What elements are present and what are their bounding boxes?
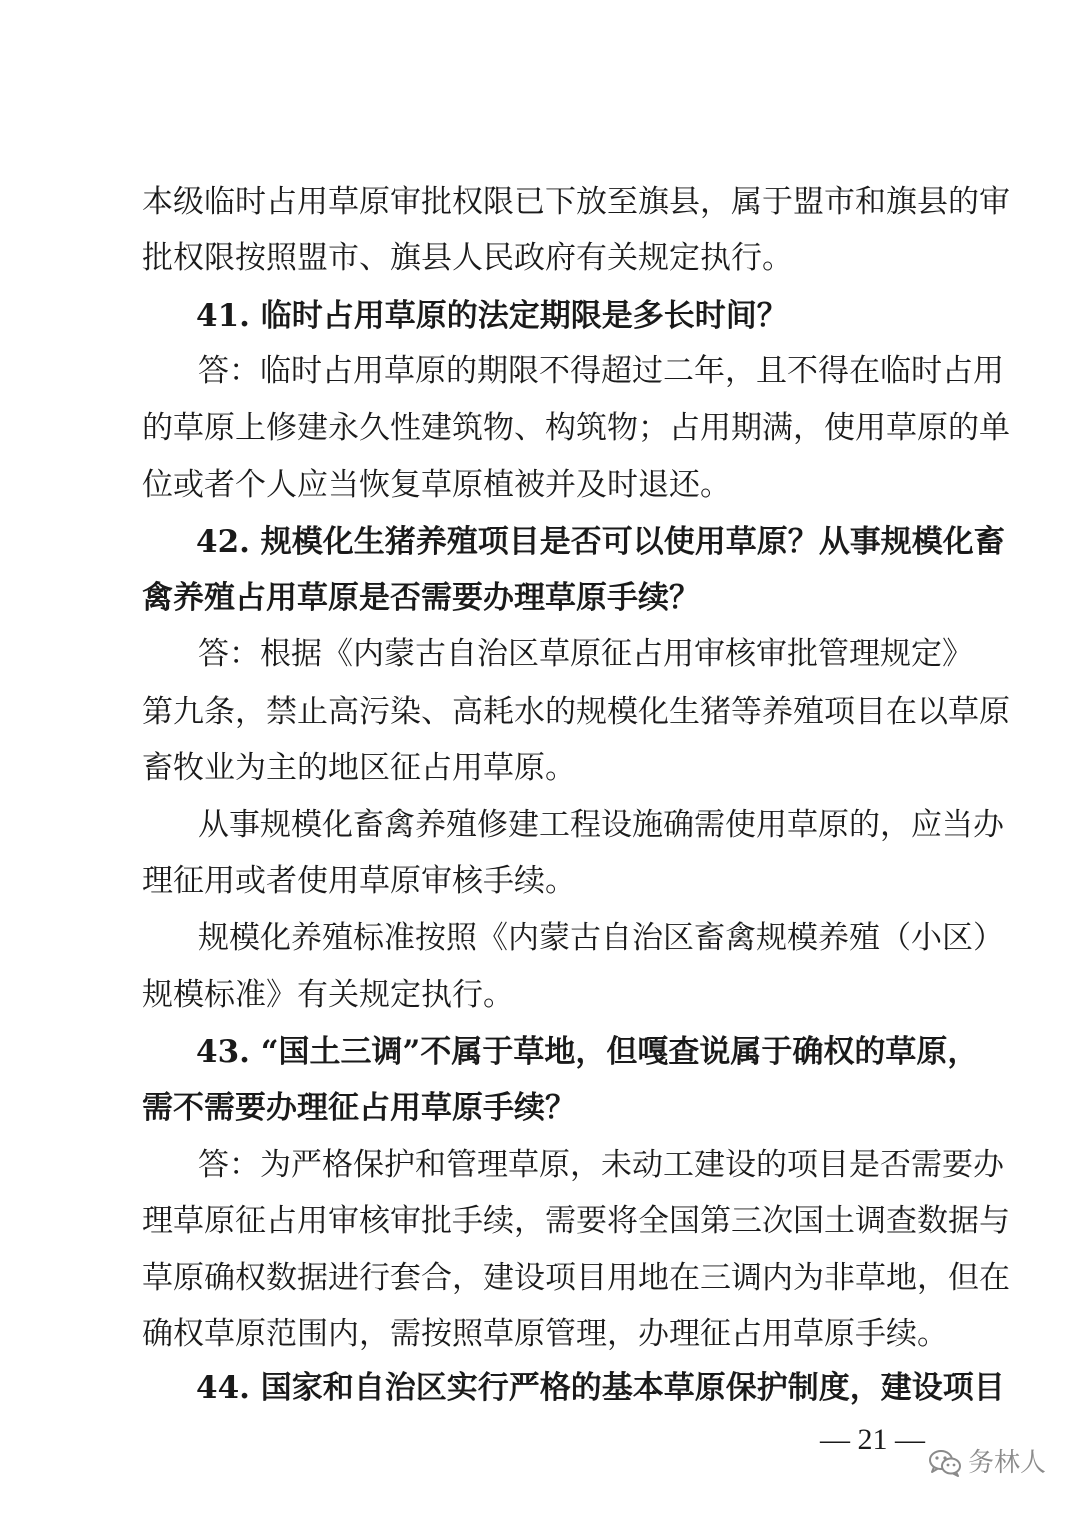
body-text-line: 批权限按照盟市、旗县人民政府有关规定执行。 xyxy=(142,240,793,276)
watermark xyxy=(928,1448,1046,1478)
wechat-icon xyxy=(928,1449,962,1477)
answer-text-line: 确权草原范围内，需按照草原管理，办理征占用草原手续。 xyxy=(142,1316,948,1352)
question-heading: 43. “国土三调”不属于草地，但嘎查说属于确权的草原， xyxy=(196,1034,979,1070)
answer-text-line: 规模化养殖标准按照《内蒙古自治区畜禽规模养殖（小区） xyxy=(198,920,1004,956)
watermark-text: 务林人 xyxy=(968,1448,1047,1478)
answer-text-line: 理征用或者使用草原审核手续。 xyxy=(142,863,576,899)
answer-text-line: 畜牧业为主的地区征占用草原。 xyxy=(142,750,576,786)
page-number: — 21 — xyxy=(820,1423,925,1456)
answer-text-line: 草原确权数据进行套合，建设项目用地在三调内为非草地，但在 xyxy=(142,1260,1010,1296)
question-heading: 需不需要办理征占用草原手续？ xyxy=(142,1090,576,1126)
question-heading: 44. 国家和自治区实行严格的基本草原保护制度，建设项目 xyxy=(196,1370,1005,1406)
answer-text-line: 答：临时占用草原的期限不得超过二年，且不得在临时占用 xyxy=(198,353,1004,389)
answer-text-line: 理草原征占用审核审批手续，需要将全国第三次国土调查数据与 xyxy=(142,1203,1010,1239)
answer-text-line: 规模标准》有关规定执行。 xyxy=(142,977,514,1013)
answer-text-line: 第九条，禁止高污染、高耗水的规模化生猪等养殖项目在以草原 xyxy=(142,694,1010,730)
answer-text-line: 答：根据《内蒙古自治区草原征占用审核审批管理规定》 xyxy=(198,636,973,672)
question-heading: 41. 临时占用草原的法定期限是多长时间？ xyxy=(196,298,788,334)
body-text-line: 本级临时占用草原审批权限已下放至旗县，属于盟市和旗县的审 xyxy=(142,184,1010,220)
answer-text-line: 的草原上修建永久性建筑物、构筑物；占用期满，使用草原的单 xyxy=(142,410,1010,446)
answer-text-line: 答：为严格保护和管理草原，未动工建设的项目是否需要办 xyxy=(198,1147,1004,1183)
question-heading: 禽养殖占用草原是否需要办理草原手续？ xyxy=(142,580,700,616)
answer-text-line: 位或者个人应当恢复草原植被并及时退还。 xyxy=(142,467,731,503)
answer-text-line: 从事规模化畜禽养殖修建工程设施确需使用草原的，应当办 xyxy=(198,807,1004,843)
question-heading: 42. 规模化生猪养殖项目是否可以使用草原？从事规模化畜 xyxy=(196,524,1005,560)
